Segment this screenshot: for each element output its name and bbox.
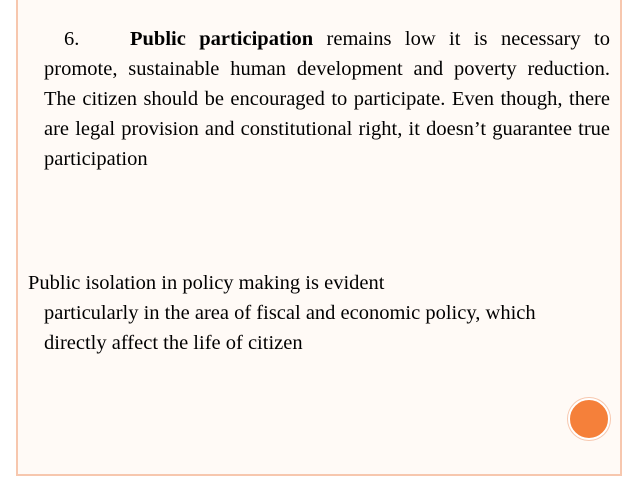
point-body: remains low it is necessary to promote, sustainable human development and poverty reduction. The citizen should be encouraged to participate. Even though, there are legal provision and constitutional right, it doesn’t guarantee true participation	[44, 28, 610, 170]
paragraph-first-line: Public isolation in policy making is evident	[28, 272, 385, 294]
numbered-point	[44, 24, 610, 174]
decorative-circle-icon	[568, 398, 610, 440]
point-heading: Public participation	[130, 28, 314, 50]
point-number: 6.	[64, 28, 80, 50]
body-paragraph	[28, 268, 588, 358]
slide-frame-bottom-border	[16, 474, 622, 476]
paragraph-continuation: particularly in the area of fiscal and economic policy, which directly affect the life of citizen	[44, 302, 536, 354]
